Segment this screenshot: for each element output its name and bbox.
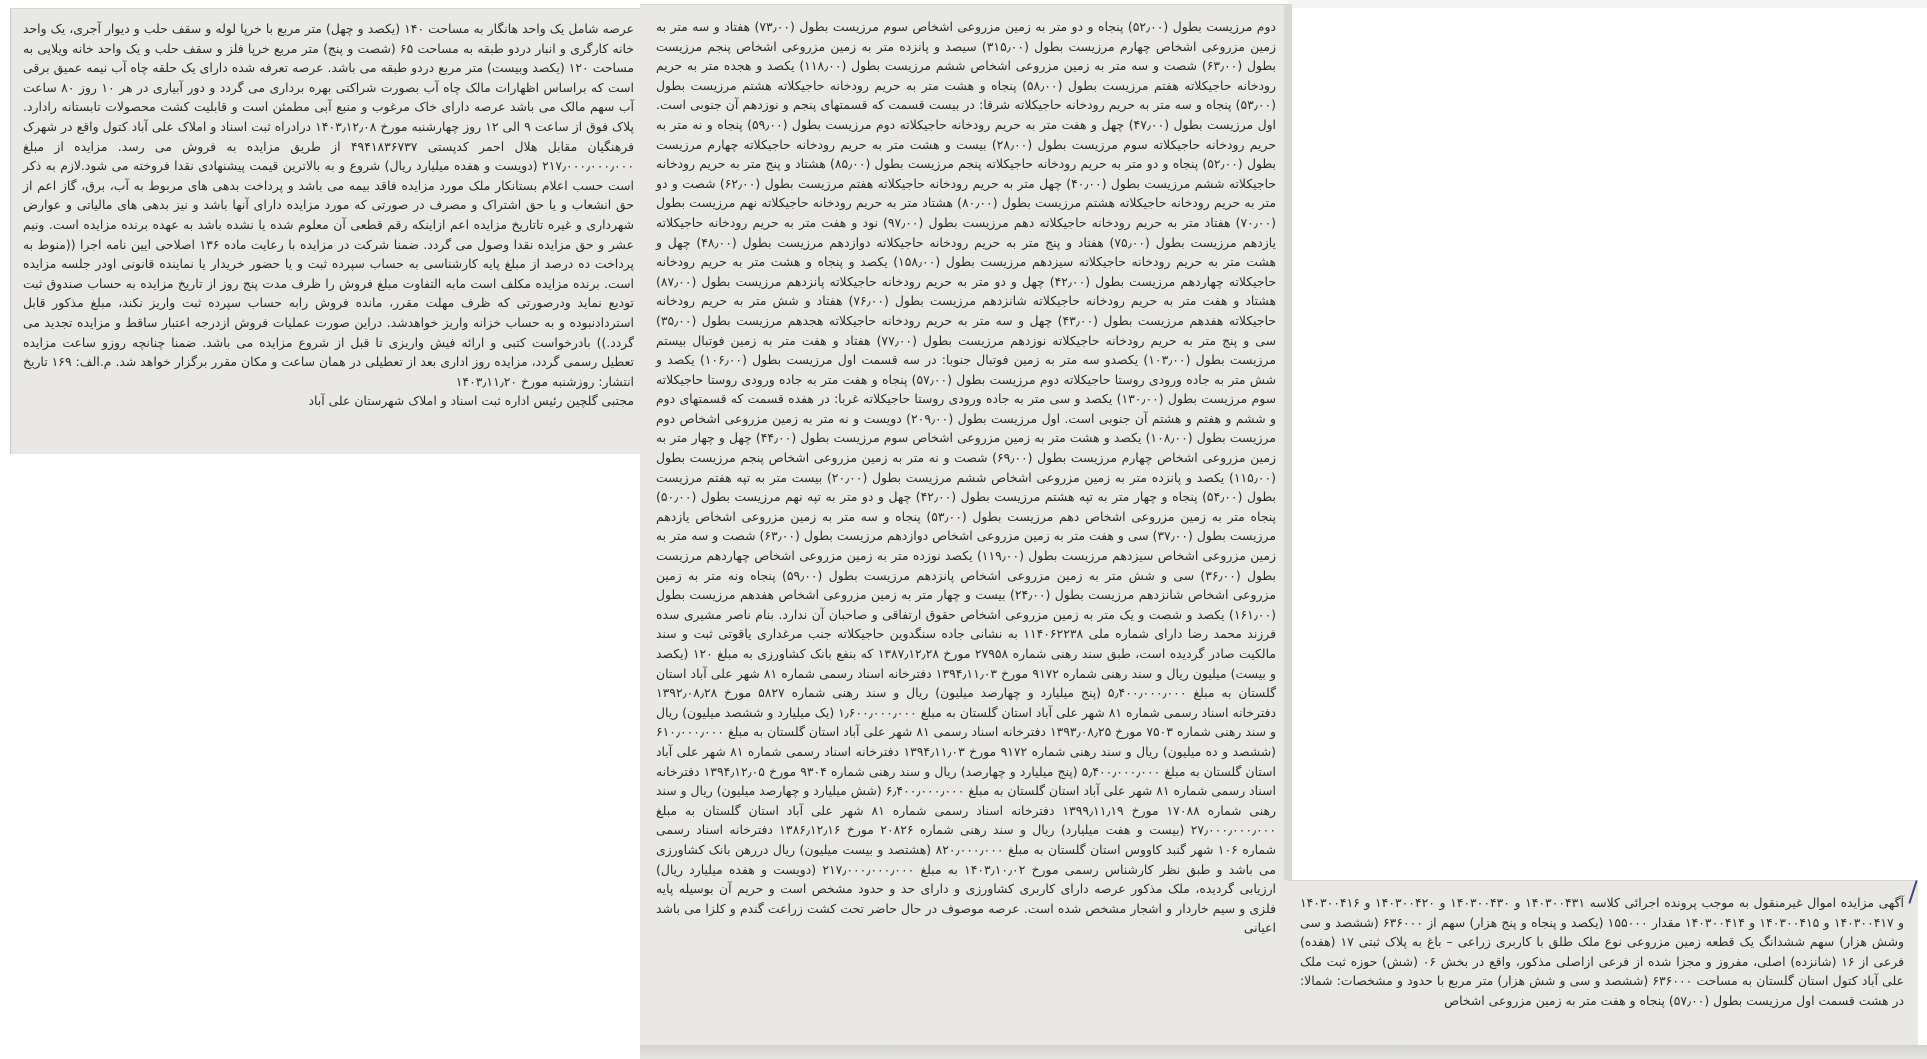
auction-notice-opening-paragraph: آگهی مزایده اموال غیرمنقول به موجب پرونده اجرائی کلاسه ۱۴۰۳۰۰۴۳۱ و ۱۴۰۳۰۰۴۳۰ و ۱۴۰۳۰۰۴۲۰ و ۱۴۰۳۰۰۴۱۶ و ۱۴۰۳۰۰۴۱۷ و ۱۴۰۳۰۰۴۱۵ و ۱۴۰۳۰۰۴۱۴ مقدار ۱۵۵۰۰۰ (یکصد و پنجاه و پنج هزار) سهم از ۶۳۶۰۰۰ (ششصد و سی وشش هزار) سهم ششدانگ یک قطعه زمین مزروعی نوع ملک طلق با کاربری زراعی – باغ به پلاک ثبتی ۱۷ (هفده) فرعی از ۱۶ (شانزده) اصلی، مفروز و مجزا شده از فرعی ازاصلی مذکور، واقع در بخش ۰۶ (شش) حوزه ثبت ملک علی آباد کتول استان گلستان به مساحت ۶۳۶۰۰۰ (ششصد و سی و شش هزار) متر مربع با حدود و مشخصات: شمالا: در هشت قسمت اول مرزیست بطول (۵۷٫۰۰) پنجاه و هفت متر به زمین مزروعی اشخاص [1300,895,1905,1008]
column-gutter [1284,4,1292,880]
notice-column-right [10,8,646,454]
notice-column-left [1288,880,1918,1050]
notice-column-middle [640,4,1290,1045]
property-boundaries-paragraph: دوم مرزیست بطول (۵۲٫۰۰) پنجاه و دو متر به زمین مزروعی اشخاص سوم مرزیست بطول (۷۳٫۰۰) هفتاد و سه متر به زمین مزروعی اشخاص چهارم مرزیست بطول (۳۱۵٫۰۰) سیصد و پانزده متر به زمین مزروعی اشخاص پنجم مرزیست بطول (۶۳٫۰۰) شصت و سه متر به زمین مزروعی اشخاص ششم مرزیست بطول (۱۱۸٫۰۰) یکصد و هجده متر به حریم رودخانه حاجیکلاته هفتم مرزیست بطول (۵۸٫۰۰) پنجاه و هشت متر به حریم رودخانه حاجیکلاته هشتم مرزیست بطول (۵۳٫۰۰) پنجاه و سه متر به حریم رودخانه حاجیکلاته شرقا: در بیست قسمت که قسمتهای پنجم و نوزدهم آن جنوبی است. اول مرزیست بطول (۴۷٫۰۰) چهل و هفت متر به حریم رودخانه حاجیکلاته دوم مرزیست بطول (۵۹٫۰۰) پنجاه و نه متر به حریم رودخانه حاجیکلاته سوم مرزیست بطول (۲۸٫۰۰) بیست و هشت متر به حریم رودخانه حاجیکلاته چهارم مرزیست بطول (۵۲٫۰۰) پنجاه و دو متر به حریم رودخانه حاجیکلاته پنجم مرزیست بطول (۸۵٫۰۰) هشتاد و پنج متر به حریم رودخانه حاجیکلاته ششم مرزیست بطول (۴۰٫۰۰) چهل متر به حریم رودخانه حاجیکلاته هفتم مرزیست بطول (۶۲٫۰۰) شصت و دو متر به حریم رودخانه حاجیکلاته هشتم مرزیست بطول (۸۰٫۰۰) هشتاد متر به حریم رودخانه حاجیکلاته نهم مرزیست بطول (۷۰٫۰۰) هفتاد متر به حریم رودخانه حاجیکلاته دهم مرزیست بطول (۹۷٫۰۰) نود و هفت متر به حریم رودخانه حاجیکلاته یازدهم مرزیست بطول (۷۵٫۰۰) هفتاد و پنج متر به حریم رودخانه حاجیکلاته دوازدهم مرزیست بطول (۴۸٫۰۰) چهل و هشت متر به حریم رودخانه حاجیکلاته سیزدهم مرزیست بطول (۱۵۸٫۰۰) یکصد و پنجاه و هشت متر به حریم رودخانه حاجیکلاته چهاردهم مرزیست بطول (۴۲٫۰۰) چهل و دو متر به حریم رودخانه حاجیکلاته پانزدهم مرزیست بطول (۸۷٫۰۰) هشتاد و هفت متر به حریم رودخانه حاجیکلاته شانزدهم مرزیست بطول (۷۶٫۰۰) هفتاد و شش متر به حریم رودخانه حاجیکلاته هفدهم مرزیست بطول (۴۳٫۰۰) چهل و سه متر به حریم رودخانه حاجیکلاته هجدهم مرزیست بطول (۳۵٫۰۰) سی و پنج متر به حریم رودخانه حاجیکلاته نوزدهم مرزیست بطول (۷۷٫۰۰) هفتاد و هفت متر به زمین فوتبال بیستم مرزیست بطول (۱۰۳٫۰۰) یکصدو سه متر به زمین فوتبال جنوبا: در سه قسمت اول مرزیست بطول (۱۰۶٫۰۰) یکصد و شش متر به جاده ورودی روستا حاجیکلاته دوم مرزیست بطول (۵۷٫۰۰) پنجاه و هفت متر به جاده ورودی روستا حاجیکلاته سوم مرزیست بطول (۱۳۰٫۰۰) یکصد و سی متر به جاده ورودی روستا حاجیکلاته غربا: در هفده قسمت که قسمتهای دوم و ششم و هفتم و هشتم آن جنوبی است. اول مرزیست بطول (۲۰۹٫۰۰) دویست و نه متر به زمین مزروعی اشخاص دوم مرزیست بطول (۱۰۸٫۰۰) یکصد و هشت متر به زمین مزروعی اشخاص سوم مرزیست بطول (۴۴٫۰۰) چهل و چهار متر به زمین مزروعی اشخاص چهارم مرزیست بطول (۶۹٫۰۰) شصت و نه متر به زمین مزروعی اشخاص پنجم مرزیست بطول (۱۱۵٫۰۰) یکصد و پانزده متر به زمین مزروعی اشخاص ششم مرزیست بطول (۲۰٫۰۰) بیست متر به تپه هفتم مرزیست بطول (۵۴٫۰۰) پنجاه و چهار متر به تپه هشتم مرزیست بطول (۴۲٫۰۰) چهل و دو متر به تپه نهم مرزیست بطول (۵۰٫۰۰) پنجاه متر به زمین مزروعی اشخاص دهم مرزیست بطول (۵۳٫۰۰) پنجاه و سه متر به زمین مزروعی اشخاص یازدهم مرزیست بطول (۳۷٫۰۰) سی و هفت متر به زمین مزروعی اشخاص دوازدهم مرزیست بطول (۶۳٫۰۰) شصت و سه متر به زمین مزروعی اشخاص سیزدهم مرزیست بطول (۱۱۹٫۰۰) یکصد نوزده متر به زمین مزروعی اشخاص چهاردهم مرزیست بطول (۳۶٫۰۰) سی و شش متر به زمین مزروعی اشخاص پانزدهم مرزیست بطول (۵۹٫۰۰) پنجاه ونه متر به زمین مزروعی اشخاص شانزدهم مرزیست بطول (۲۴٫۰۰) بیست و چهار متر به زمین مزروعی اشخاص هفدهم مرزیست بطول (۱۶۱٫۰۰) یکصد و شصت و یک متر به زمین مزروعی اشخاص حقوق ارتفاقی و صاحبان آن ندارد. بنام ناصر مشیری سده فرزند محمد رضا دارای شماره ملی ۱۱۴۰۶۲۲۳۸ به نشانی جاده سنگدوین حاجیکلاته جنب مرغداری یاقوتی ثبت و سند مالکیت صادر گردیده است، طبق سند رهنی شماره ۲۷۹۵۸ مورخ ۱۳۸۷٫۱۲٫۲۸ که بنفع بانک کشاورزی به مبلغ ۱۲۰ (یکصد و بیست) میلیون ریال و سند رهنی شماره ۹۱۷۲ مورخ ۱۳۹۴٫۱۱٫۰۳ دفترخانه اسناد رسمی شماره ۸۱ شهر علی آباد استان گلستان به مبلغ ۵٫۴۰۰٫۰۰۰٫۰۰۰ (پنج میلیارد و چهارصد میلیون) ریال و سند رهنی شماره ۵۸۲۷ مورخ ۱۳۹۲٫۰۸٫۲۸ دفترخانه اسناد رسمی شماره ۸۱ شهر علی آباد استان گلستان به مبلغ ۱٫۶۰۰٫۰۰۰٫۰۰۰ (یک میلیارد و ششصد میلیون) ریال و سند رهنی شماره ۷۵۰۳ مورخ ۱۳۹۳٫۰۸٫۲۵ دفترخانه اسناد رسمی ۸۱ شهر علی آباد استان گلستان به مبلغ ۶۱۰٫۰۰۰٫۰۰۰ (ششصد و ده میلیون) ریال و سند رهنی شماره ۹۱۷۲ مورخ ۱۳۹۴٫۱۱٫۰۳ دفترخانه اسناد رسمی شماره ۸۱ شهر علی آباد استان گلستان به مبلغ ۵٫۴۰۰٫۰۰۰٫۰۰۰ (پنج میلیارد و چهارصد) ریال و سند رهنی شماره ۹۳۰۴ مورخ ۱۳۹۴٫۱۲٫۰۵ دفترخانه اسناد رسمی شماره ۸۱ شهر علی آباد استان گلستان به مبلغ ۶٫۴۰۰٫۰۰۰٫۰۰۰ (شش میلیارد و چهارصد میلیون) ریال و سند رهنی شماره ۱۷۰۸۸ مورخ ۱۳۹۹٫۱۱٫۱۹ دفترخانه اسناد رسمی شماره ۸۱ شهر علی آباد استان گلستان به مبلغ ۲۷٫۰۰۰٫۰۰۰٫۰۰۰ (بیست و هفت میلیارد) ریال و سند رهنی شماره ۲۰۸۲۶ مورخ ۱۳۸۶٫۱۲٫۱۶ دفترخانه اسناد رسمی شماره ۱۰۶ شهر گنبد کاووس استان گلستان به مبلغ ۸۲۰٫۰۰۰٫۰۰۰ (هشتصد و بیست میلیون) ریال دررهن بانک کشاورزی می باشد و طبق نظر کارشناس رسمی مورخ ۱۴۰۳٫۱۰٫۰۲ به مبلغ ۲۱۷٫۰۰۰٫۰۰۰٫۰۰۰ (دویست و هفده میلیارد ریال) ارزیابی گردیده، ملک مذکور عرصه دارای کاربری کشاورزی و دارای حد و حدود مشخص است و حریم آن بوسیله پایه فلزی و سیم خاردار و اشجار مشخص شده است. عرصه موصوف در حال حاضر تحت کشت زراعت گندم و کلزا می باشد اعیانی [656,19,1277,936]
scan-bottom-edge [640,1045,1927,1059]
registry-head-signature: مجتبی گلچین رئیس اداره ثبت اسناد و املاک شهرستان علی آباد [308,393,634,409]
page-top-margin [1288,0,1927,8]
auction-terms-paragraph: عرصه شامل یک واحد هانگار به مساحت ۱۴۰ (یکصد و چهل) متر مربع با خرپا لوله و سقف حلب و دیوار آجری، یک واحد خانه کارگری و انبار دردو طبقه به مساحت ۶۵ (شصت و پنج) متر مربع خرپا فلز و سقف حلب و یک واحد خانه ویلایی به مساحت ۱۲۰ (یکصد وبیست) متر مربع دردو طبقه می باشد. عرصه تعرفه شده دارای یک حلقه چاه آب نیمه عمیق برقی است که براساس اظهارات مالک چاه آب بصورت شراکتی بهره برداری می گردد و دور آبیاری در هر ۱۰ روز ۸۰ ساعت آب سهم مالک می باشد عرصه دارای خاک مرغوب و منبع آبی مطمئن است و قابلیت کشت محصولات تابستانه رادارد. پلاک فوق از ساعت ۹ الی ۱۲ روز چهارشنبه مورخ ۱۴۰۳٫۱۲٫۰۸ درادراه ثبت اسناد و املاک علی آباد کتول واقع در شهرک فرهنگیان مقابل هلال احمر کدپستی ۴۹۴۱۸۳۶۷۳۷ از طریق مزایده به فروش می رسد. مزایده از مبلغ ۲۱۷٫۰۰۰٫۰۰۰٫۰۰۰ (دویست و هفده میلیارد ریال) شروع و به بالاترین قیمت پیشنهادی نقدا فروخته می شود.لازم به ذکر است حسب اعلام بستانکار ملک مورد مزایده فاقد بیمه می باشد و پرداخت بدهی های مربوط به آب، برق، گاز اعم از حق انشعاب و یا حق اشتراک و مصرف در صورتی که مورد مزایده دارای آنها باشد و نیز بدهی های مالیاتی و عوارض شهرداری و غیره تاتاریخ مزایده اعم ازاینکه رقم قطعی آن معلوم شده یا نشده باشد به عهده برنده مزایده است. ونیم عشر و حق مزایده نقدا وصول می گردد. ضمنا شرکت در مزایده با رعایت ماده ۱۳۶ اصلاحی ایین نامه اجرا ((منوط به پرداخت ده درصد از مبلغ پایه کارشناسی به حساب سپرده ثبت و یا حضور خریدار یا نماینده قانونی اودر جلسه مزایده است. برنده مزایده مکلف است مابه التفاوت مبلغ فروش را ظرف مدت پنج روز از تاریخ مزایده به حساب صندوق ثبت تودیع نماید ودرصورتی که ظرف مهلت مقرر، مانده فروش رابه حساب سپرده ثبت واریز نکند، مبلغ مذکور قابل استردادنبوده و به حساب خزانه واریز خواهدشد. دراین صورت عملیات فروش ازدرجه اعتبار ساقط و مزایده تجدید می گردد.)) بادرخواست کتبی و ارائه فیش واریزی تا قبل از شروع مزایده می باشد. ضمنا چنانچه روزو ساعت مزایده تعطیل رسمی گردد، مزایده روز اداری بعد از تعطیلی در همان ساعت و مکان مقرر برگزار خواهد شد. م.الف: ۱۶۹ تاریخ انتشار: روزشنبه مورخ ۱۴۰۳٫۱۱٫۲۰ [23,21,635,389]
